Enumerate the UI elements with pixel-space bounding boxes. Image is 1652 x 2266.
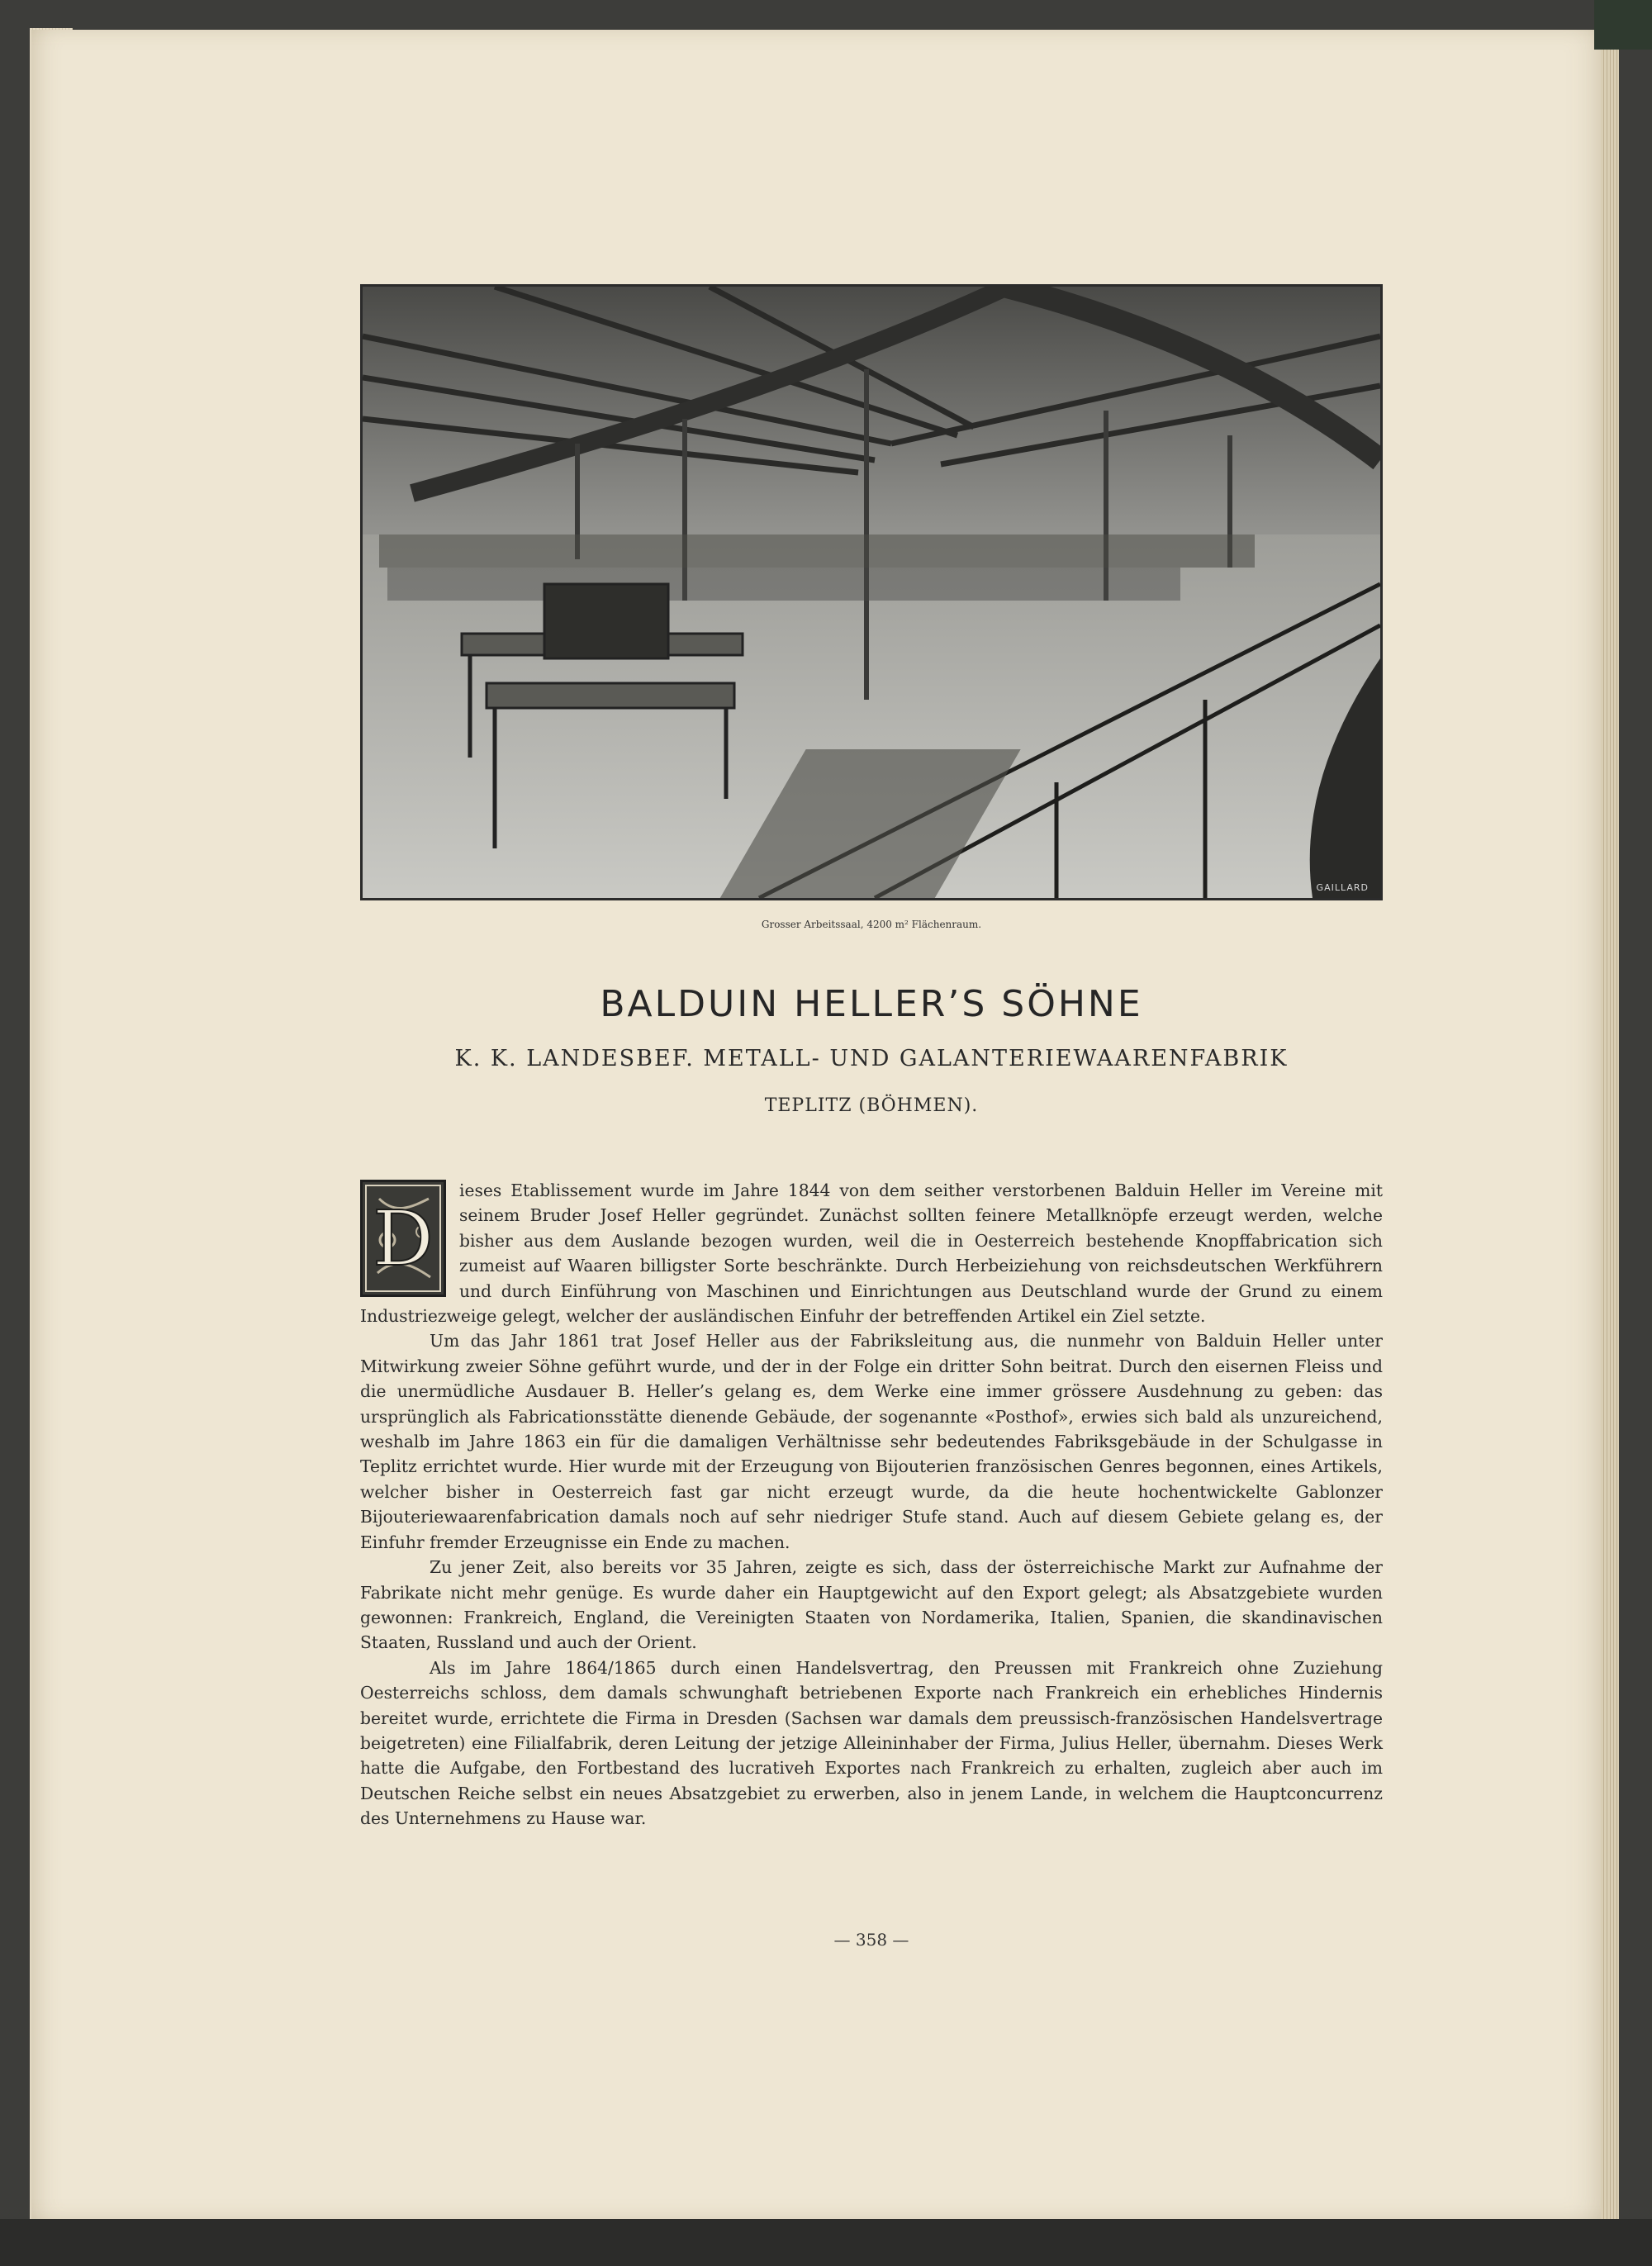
book-cover-corner — [1594, 0, 1652, 50]
background-shadow — [0, 2219, 1652, 2266]
company-subtitle: K. K. LANDESBEF. METALL- UND GALANTERIEWAARENFABRIK — [454, 1046, 1289, 1071]
photo-caption: Grosser Arbeitssaal, 4200 m² Flächenraum. — [761, 919, 982, 930]
article-body — [360, 1178, 1383, 1831]
ornamental-dropcap — [360, 1180, 446, 1297]
paragraph-1 — [360, 1178, 1383, 1328]
company-title: BALDUIN HELLER’S SÖHNE — [600, 983, 1143, 1025]
paragraph-1-text: ieses Etablissement wurde im Jahre 1844 von dem seither verstorbenen Balduin Heller im Vereine mit seinem Bruder Josef Heller gegründet. Zunächst sollten feinere Metallknöpfe erzeugt werden, welche bisher aus dem Auslande bezogen wurden, weil die in Oesterreich bestehende Knopffabrication sich zumeist auf Waaren billigster Sorte beschränkte. Durch Herbeiziehung von reichsdeutschen Werkführern und durch Einführung von Maschinen und Einrichtungen aus Deutschland wurde der Grund zu einem Industriezweige gelegt, welcher der ausländischen Einfuhr der betreffenden Artikel ein Ziel setzte. — [360, 1181, 1383, 1327]
dropcap-ornament-icon — [363, 1182, 444, 1295]
page-number: — 358 — — [833, 1930, 909, 1950]
paragraph-3: Zu jener Zeit, also bereits vor 35 Jahren, zeigte es sich, dass der österreichische Markt zur Aufnahme der Fabrikate nicht mehr genüge. Es wurde daher ein Hauptgewicht auf den Export gelegt; als Absatzgebiete wurden gewonnen: Frankreich, England, die Vereinigten Staaten von Nordamerika, Italien, Spanien, die skandinavischen Staaten, Russland und auch der Orient. — [360, 1557, 1383, 1653]
paragraph-4: Als im Jahre 1864/1865 durch einen Handelsvertrag, den Preussen mit Frankreich ohne Zuziehung Oesterreichs schloss, dem damals schwunghaft betriebenen Exporte nach Frankreich ein erhebliches Hindernis bereitet wurde, errichtete die Firma in Dresden (Sachsen war damals dem preussisch-französischen Handelsvertrage beigetreten) eine Filialfabrik, deren Leitung der jetzige Alleininhaber der Firma, Julius Heller, übernahm. Dieses Werk hatte die Aufgabe, den Fortbestand des lucrativeh Exportes nach Frankreich zu erhalten, zugleich aber auch im Deutschen Reiche selbst ein neues Absatzgebiet zu erwerben, also in jenem Lande, in welchem die Hauptconcurrenz des Unternehmens zu Hause war. — [360, 1657, 1383, 1829]
photo-credit: GAILLARD — [1316, 882, 1369, 893]
factory-hall-photograph — [360, 284, 1383, 900]
company-location: TEPLITZ (BÖHMEN). — [764, 1095, 979, 1116]
book-right-edge — [1601, 30, 1619, 2219]
workshop-illustration — [363, 287, 1380, 898]
paragraph-2: Um das Jahr 1861 trat Josef Heller aus der Fabriksleitung aus, die nunmehr von Balduin Heller unter Mitwirkung zweier Söhne geführt wurde, und der in der Folge ein dritter Sohn beitrat. Durch den eisernen Fleiss und die unermüdliche Ausdauer B. Heller’s gelang es, dem Werke eine immer grössere Ausdehnung zu geben: das ursprünglich als Fabricationsstätte dienende Gebäude, der sogenannte «Posthof», erwies sich bald als unzureichend, weshalb im Jahre 1863 ein für die damaligen Verhältnisse sehr bedeutendes Fabriksgebäude in der Schulgasse in Teplitz errichtet wurde. Hier wurde mit der Erzeugung von Bijouterien französischen Genres begonnen, eines Artikels, welcher bisher in Oesterreich fast gar nicht erzeugt wurde, da die heute hochentwickelte Gablonzer Bijouteriewaarenfabrication damals noch auf sehr niedriger Stufe stand. Auch auf diesem Gebiete gelang es, der Einfuhr fremder Erzeugnisse ein Ende zu machen. — [360, 1331, 1383, 1552]
svg-text:D: D — [373, 1195, 434, 1283]
